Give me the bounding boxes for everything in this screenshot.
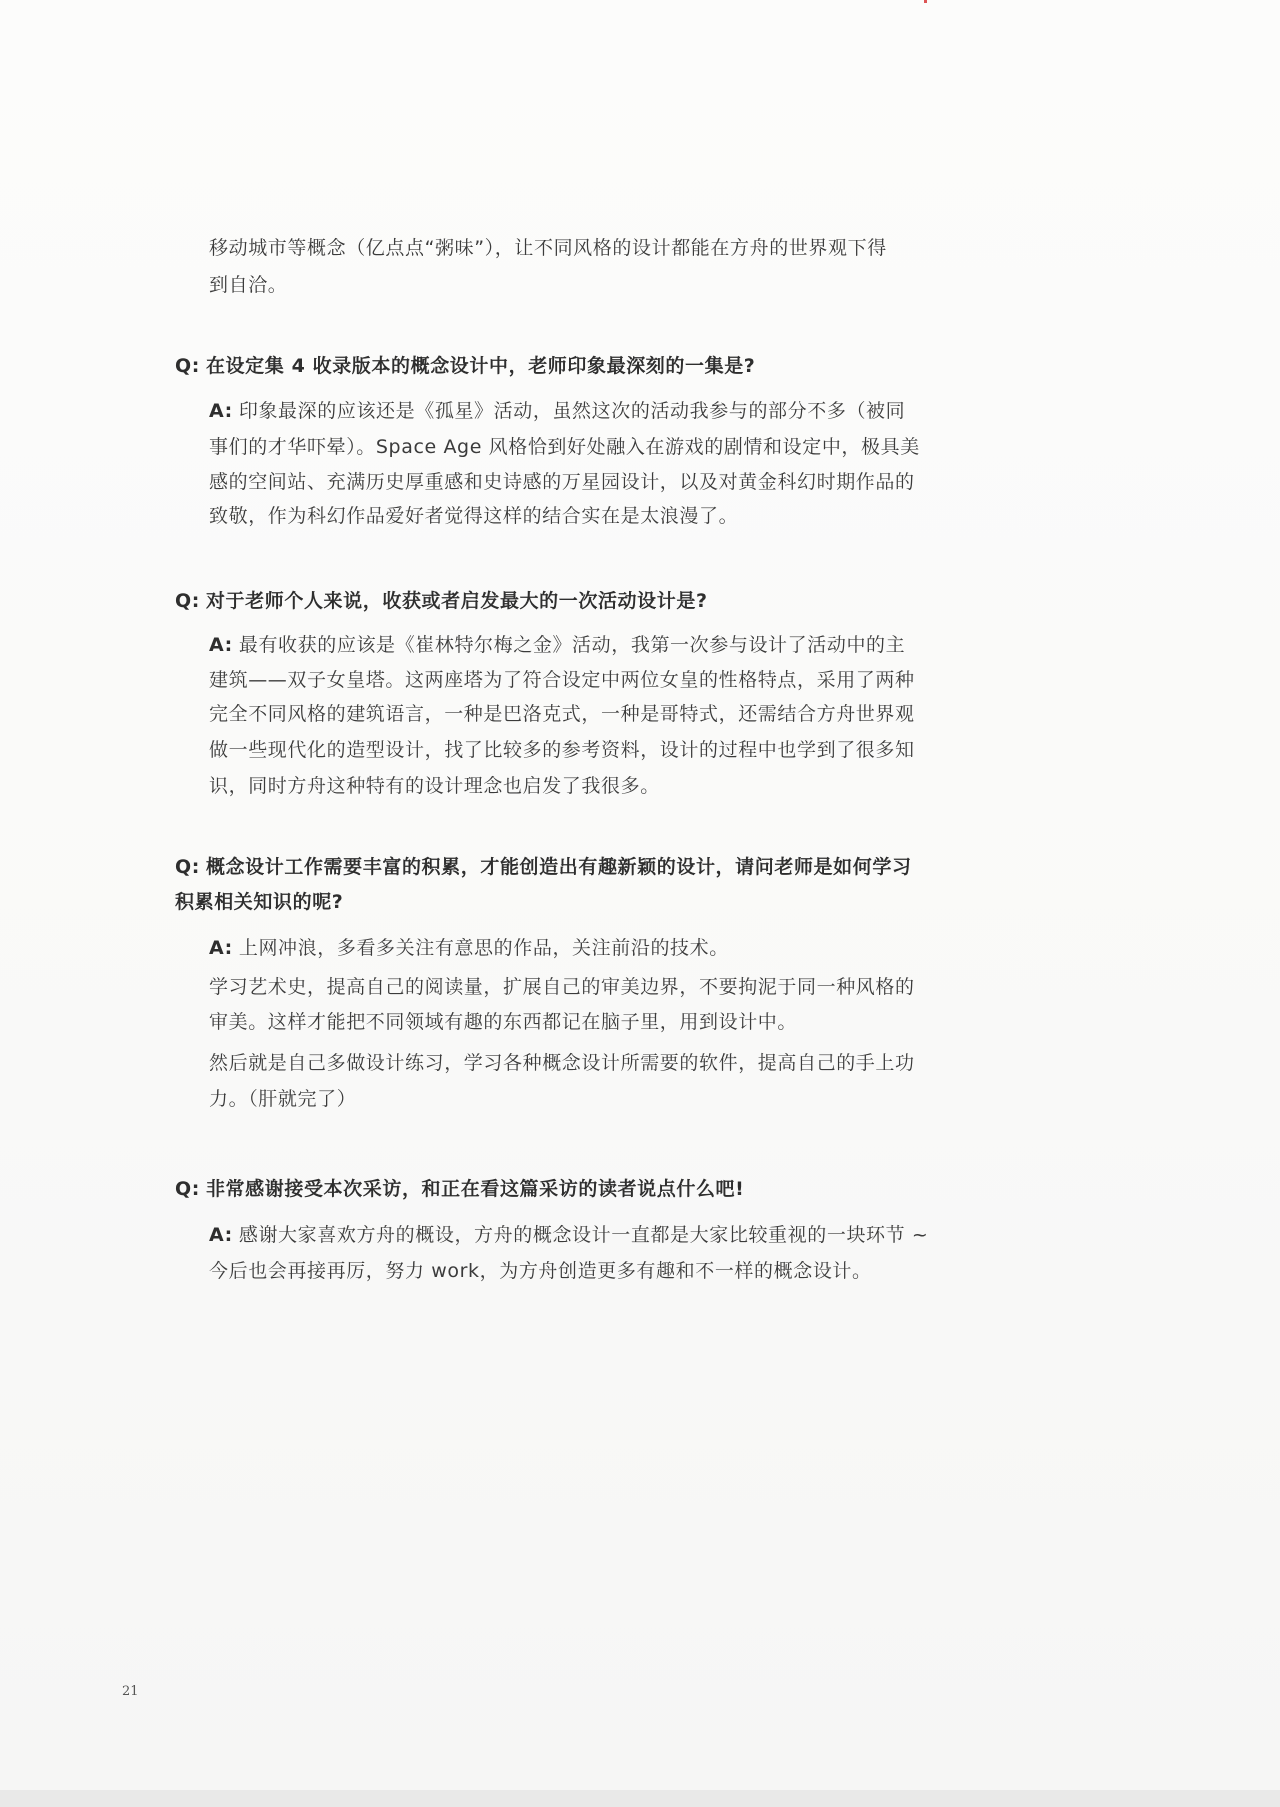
q-marker: Q: — [175, 355, 200, 377]
question-2 — [175, 583, 708, 619]
answer-1-line — [209, 393, 905, 429]
page-number: 21 — [122, 1684, 139, 1699]
answer-4-line — [209, 1217, 928, 1253]
answer-2-line: 做一些现代化的造型设计，找了比较多的参考资料，设计的过程中也学到了很多知 — [209, 739, 915, 761]
question-4 — [175, 1171, 744, 1207]
answer-2-line: 识，同时方舟这种特有的设计理念也启发了我很多。 — [209, 775, 660, 797]
question-text: 对于老师个人来说，收获或者启发最大的一次活动设计是? — [205, 590, 708, 612]
question-3 — [175, 849, 912, 885]
question-3-line-2: 积累相关知识的呢? — [175, 891, 344, 913]
answer-2-line: 建筑——双子女皇塔。这两座塔为了符合设定中两位女皇的性格特点，采用了两种 — [209, 669, 915, 691]
answer-3-line: 审美。这样才能把不同领域有趣的东西都记在脑子里，用到设计中。 — [209, 1011, 798, 1033]
question-1 — [175, 348, 755, 384]
answer-text: 印象最深的应该还是《孤星》活动，虽然这次的活动我参与的部分不多（被同 — [238, 400, 906, 422]
question-text: 在设定集 4 收录版本的概念设计中，老师印象最深刻的一集是? — [205, 355, 756, 377]
answer-1-line: 感的空间站、充满历史厚重感和史诗感的万星园设计，以及对黄金科幻时期作品的 — [209, 471, 915, 493]
intro-line: 到自洽。 — [209, 274, 288, 296]
answer-2-line: 完全不同风格的建筑语言，一种是巴洛克式，一种是哥特式，还需结合方舟世界观 — [209, 703, 915, 725]
answer-text: 最有收获的应该是《崔林特尔梅之金》活动，我第一次参与设计了活动中的主 — [238, 634, 906, 656]
answer-1-line: 事们的才华吓晕）。Space Age 风格恰到好处融入在游戏的剧情和设定中，极具美 — [209, 436, 920, 458]
answer-3-line — [209, 930, 729, 966]
scan-edge — [0, 1790, 1280, 1807]
a-marker: A: — [209, 937, 233, 959]
q-marker: Q: — [175, 590, 200, 612]
q-marker: Q: — [175, 856, 200, 878]
question-text: 概念设计工作需要丰富的积累，才能创造出有趣新颖的设计，请问老师是如何学习 — [205, 856, 912, 878]
answer-3-line: 力。（肝就完了） — [209, 1088, 357, 1110]
a-marker: A: — [209, 400, 233, 422]
scan-mark — [924, 0, 927, 3]
answer-text: 感谢大家喜欢方舟的概设，方舟的概念设计一直都是大家比较重视的一块环节 ~ — [238, 1224, 929, 1246]
q-marker: Q: — [175, 1178, 200, 1200]
intro-line: 移动城市等概念（亿点点“粥味”），让不同风格的设计都能在方舟的世界观下得 — [209, 237, 887, 259]
answer-2-line — [209, 627, 905, 663]
question-text: 非常感谢接受本次采访，和正在看这篇采访的读者说点什么吧! — [205, 1178, 745, 1200]
a-marker: A: — [209, 634, 233, 656]
answer-3-line: 然后就是自己多做设计练习，学习各种概念设计所需要的软件，提高自己的手上功 — [209, 1052, 915, 1074]
a-marker: A: — [209, 1224, 233, 1246]
answer-3-line: 学习艺术史，提高自己的阅读量，扩展自己的审美边界，不要拘泥于同一种风格的 — [209, 976, 915, 998]
answer-4-line: 今后也会再接再厉，努力 work，为方舟创造更多有趣和不一样的概念设计。 — [209, 1260, 872, 1282]
answer-1-line: 致敬，作为科幻作品爱好者觉得这样的结合实在是太浪漫了。 — [209, 505, 739, 527]
answer-text: 上网冲浪，多看多关注有意思的作品，关注前沿的技术。 — [238, 937, 729, 959]
